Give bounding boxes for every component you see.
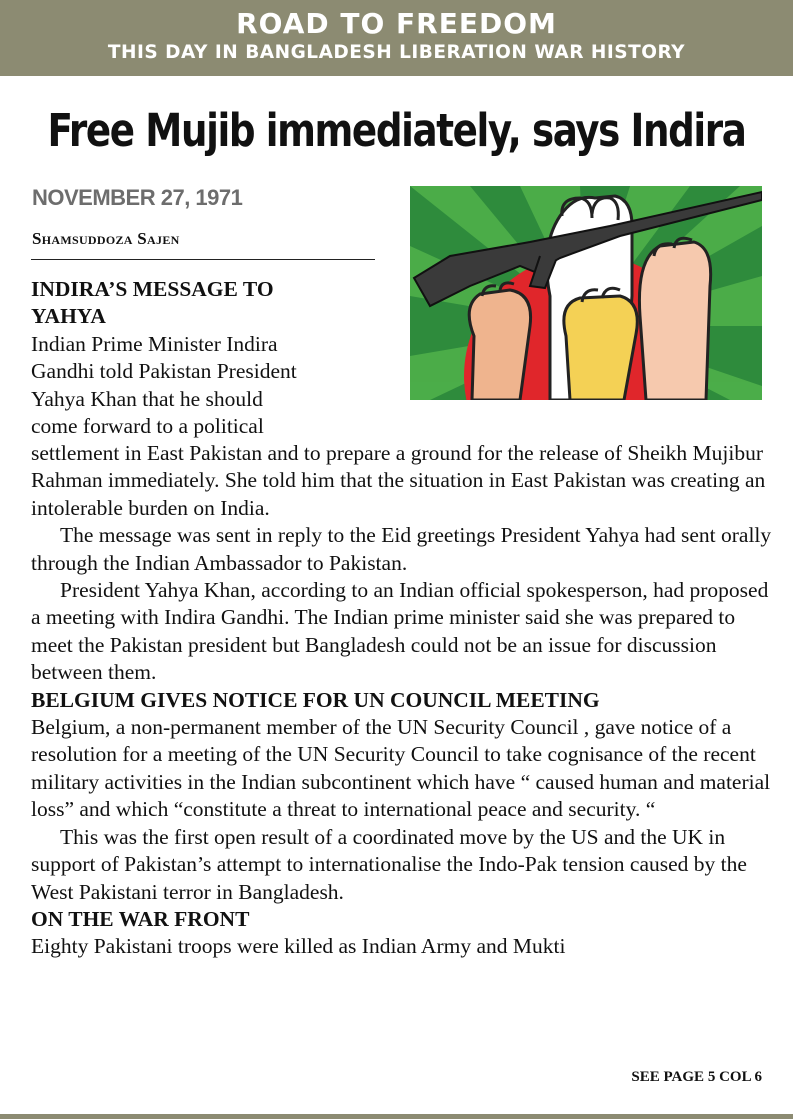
section-heading: ON THE WAR FRONT bbox=[31, 906, 250, 931]
section-heading-cont: YAHYA bbox=[31, 304, 106, 329]
article-body bbox=[31, 440, 776, 961]
banner-title: ROAD TO FREEDOM bbox=[236, 7, 557, 40]
bottom-rule bbox=[0, 1114, 793, 1119]
body-line: Yahya Khan that he should bbox=[31, 386, 263, 411]
article-date: NOVEMBER 27, 1971 bbox=[32, 185, 243, 210]
section-indira-message-narrow bbox=[31, 276, 374, 440]
banner-subtitle: THIS DAY IN BANGLADESH LIBERATION WAR HISTORY bbox=[107, 42, 686, 63]
section-heading: INDIRA’S MESSAGE TO bbox=[31, 277, 274, 301]
paragraph: Belgium, a non-permanent member of the UN Security Council , gave notice of a resolution for a meeting of the UN Security Council to take cognisance of the recent military activities in the Indian subcontinent which have “ caused human and material loss” and which “constitute a threat to international peace and security. “ bbox=[31, 715, 771, 822]
paragraph: settlement in East Pakistan and to prepare a ground for the release of Sheikh Mujibur Rahman immediately. She told him that the situation in East Pakistan was creating an intolerable burden on India. bbox=[31, 441, 766, 520]
paragraph: The message was sent in reply to the Eid greetings President Yahya had sent orally through the Indian Ambassador to Pakistan. bbox=[31, 523, 772, 575]
section-heading: BELGIUM GIVES NOTICE FOR UN COUNCIL MEETING bbox=[31, 687, 600, 712]
raised-fists-rifle-icon bbox=[410, 186, 762, 400]
body-line: Gandhi told Pakistan President bbox=[31, 359, 297, 384]
paragraph: This was the first open result of a coordinated move by the US and the UK in support of Pakistan’s attempt to internationalise the Indo-Pak tension caused by the West Pakistani terror in Bangladesh. bbox=[31, 824, 747, 904]
byline-divider bbox=[31, 259, 375, 260]
continuation-note: SEE PAGE 5 COL 6 bbox=[631, 1069, 762, 1085]
body-line: come forward to a political bbox=[31, 414, 264, 439]
paragraph: President Yahya Khan, according to an Indian official spokesperson, had proposed a meeting with Indira Gandhi. The Indian prime minister said she was prepared to meet the Pakistan president but Bangladesh could not be an issue for discussion between them. bbox=[31, 578, 769, 685]
paragraph: Eighty Pakistani troops were killed as Indian Army and Mukti bbox=[31, 934, 566, 959]
byline-author: Shamsuddoza Sajen bbox=[32, 229, 180, 248]
raised-fists-illustration bbox=[410, 186, 762, 400]
headline: Free Mujib immediately, says Indira bbox=[47, 104, 746, 157]
body-line: Indian Prime Minister Indira bbox=[31, 331, 278, 356]
header-banner bbox=[0, 0, 793, 76]
